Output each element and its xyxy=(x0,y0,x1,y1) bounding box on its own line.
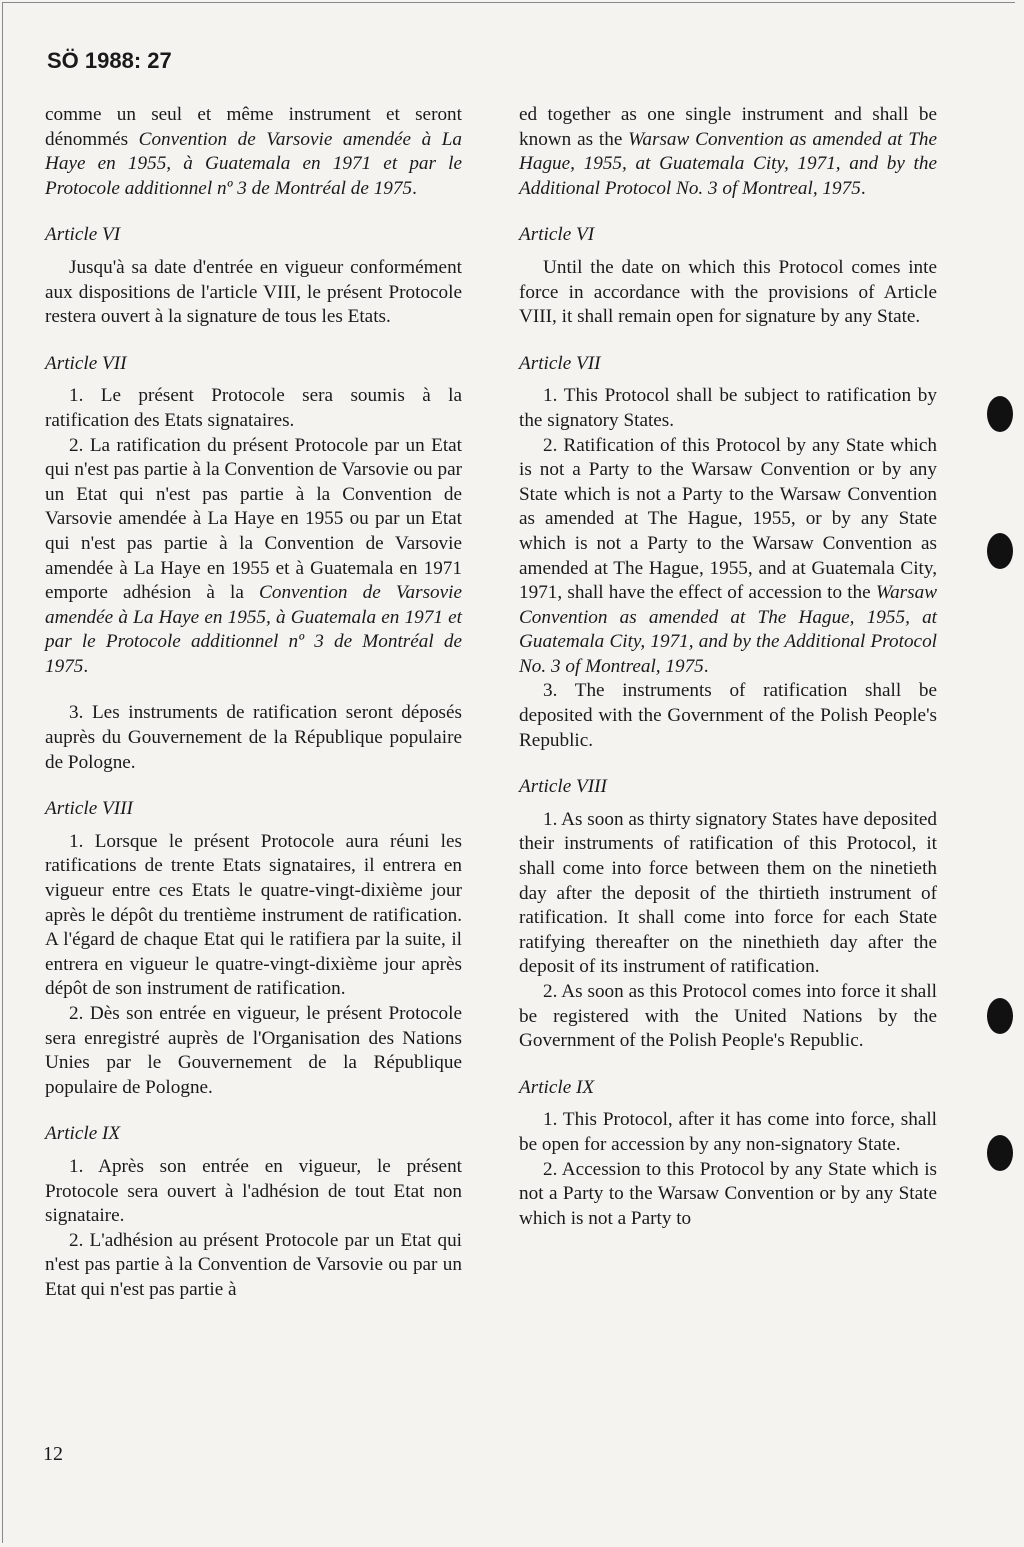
english-column xyxy=(519,103,937,1231)
fr-article-8-p1: 1. Lorsque le présent Protocole aura réuni les ratifications de trente Etats signataires, il entrera en vigueur entre ces Etats le quatre-vingt-dixième jour après le dépôt du trentième instrument de ratification. A l'égard de chaque Etat qui le ratifiera par la suite, il entrera en vigueur le quatre-vingt-dixième jour après dépôt de son instrument de ratification. xyxy=(45,830,462,1000)
document-reference: SÖ 1988: 27 xyxy=(47,48,172,73)
fr-article-7-heading: Article VII xyxy=(45,352,127,374)
en-article-7-heading: Article VII xyxy=(519,352,601,374)
en-article-9-heading: Article IX xyxy=(519,1076,595,1098)
french-column xyxy=(45,103,462,1303)
en-article-7-p2: 2. Ratification of this Protocol by any State which is not a Party to the Warsaw Convention or by any State which is not a Party to the Warsaw Convention as amended at The Hague, 1955, or by any State which is not a Party to the Warsaw Convention as amended at The Hague, 1955, and at Guatemala City, 1971, shall have the effect of accession to the Warsaw Convention as amended at The Hague, 1955, at Guatemala City, 1971, and by the Additional Protocol No. 3 of Montreal, 1975. xyxy=(519,434,937,677)
fr-article-8-heading: Article VIII xyxy=(45,798,133,820)
en-article-7-p1: 1. This Protocol shall be subject to ratification by the signatory States. xyxy=(519,385,937,431)
fr-article-9-p2: 2. L'adhésion au présent Protocole par un Etat qui n'est pas partie à la Convention de Varsovie ou par un Etat qui n'est pas partie à xyxy=(45,1229,462,1300)
binding-hole xyxy=(987,533,1013,569)
fr-article-6-heading: Article VI xyxy=(45,224,121,246)
fr-article-6-p1: Jusqu'à sa date d'entrée en vigueur conformément aux dispositions de l'article VIII, le présent Protocole restera ouvert à la signature de tous les Etats. xyxy=(45,256,462,328)
fr-intro: comme un seul et même instrument et seront dénommés Convention de Varsovie amendée à La Haye en 1955, à Guatemala en 1971 et par le Protocole additionnel nº 3 de Montréal de 1975. xyxy=(45,104,462,199)
en-article-7-p3: 3. The instruments of ratification shall be deposited with the Government of the Polish People's Republic. xyxy=(519,680,937,751)
en-article-9-p1: 1. This Protocol, after it has come into force, shall be open for accession by any non-signatory State. xyxy=(519,1109,937,1155)
fr-article-7-p1: 1. Le présent Protocole sera soumis à la ratification des Etats signataires. xyxy=(45,385,462,431)
fr-article-8-p2: 2. Dès son entrée en vigueur, le présent Protocole sera enregistré auprès de l'Organisation des Nations Unies par le Gouvernement de la République populaire de Pologne. xyxy=(45,1003,462,1098)
en-article-9-p2: 2. Accession to this Protocol by any State which is not a Party to the Warsaw Convention or by any State which is not a Party to xyxy=(519,1158,937,1229)
binding-hole xyxy=(987,396,1013,432)
en-article-8-heading: Article VIII xyxy=(519,776,607,798)
fr-article-9-p1: 1. Après son entrée en vigueur, le présent Protocole sera ouvert à l'adhésion de tout Etat non signataire. xyxy=(45,1155,462,1227)
binding-hole xyxy=(987,1135,1013,1171)
fr-article-7-p3: 3. Les instruments de ratification seront déposés auprès du Gouvernement de la République populaire de Pologne. xyxy=(45,702,462,773)
fr-article-9-heading: Article IX xyxy=(45,1123,121,1145)
en-article-8-p2: 2. As soon as this Protocol comes into force it shall be registered with the United Nations by the Government of the Polish People's Republic. xyxy=(519,981,937,1052)
en-article-6-heading: Article VI xyxy=(519,224,595,246)
en-intro: ed together as one single instrument and shall be known as the Warsaw Convention as amended at The Hague, 1955, at Guatemala City, 1971, and by the Additional Protocol No. 3 of Montreal, 1975. xyxy=(519,104,937,199)
fr-article-7-p2: 2. La ratification du présent Protocole par un Etat qui n'est pas partie à la Convention de Varsovie ou par un Etat qui n'est pas partie à la Convention de Varsovie amendée à La Haye en 1955 ou par un Etat qui n'est pas partie à la Convention de Varsovie amendée à La Haye en 1955 et à Guatemala en 1971 emporte adhésion à la Convention de Varsovie amendée à La Haye en 1955, à Guatemala en 1971 et par le Protocole additionnel nº 3 de Montréal de 1975. xyxy=(45,434,462,677)
binding-hole xyxy=(987,998,1013,1034)
page-number: 12 xyxy=(43,1443,63,1465)
en-article-8-p1: 1. As soon as thirty signatory States have deposited their instruments of ratification of this Protocol, it shall come into force between them on the ninetieth day after the deposit of the thirtieth instrument of ratification. It shall come into force for each State ratifying thereafter on the ninethieth day after the deposit of its instrument of ratification. xyxy=(519,808,937,978)
en-article-6-p1: Until the date on which this Protocol comes inte force in accordance with the provisions of Article VIII, it shall remain open for signature by any State. xyxy=(519,256,937,328)
